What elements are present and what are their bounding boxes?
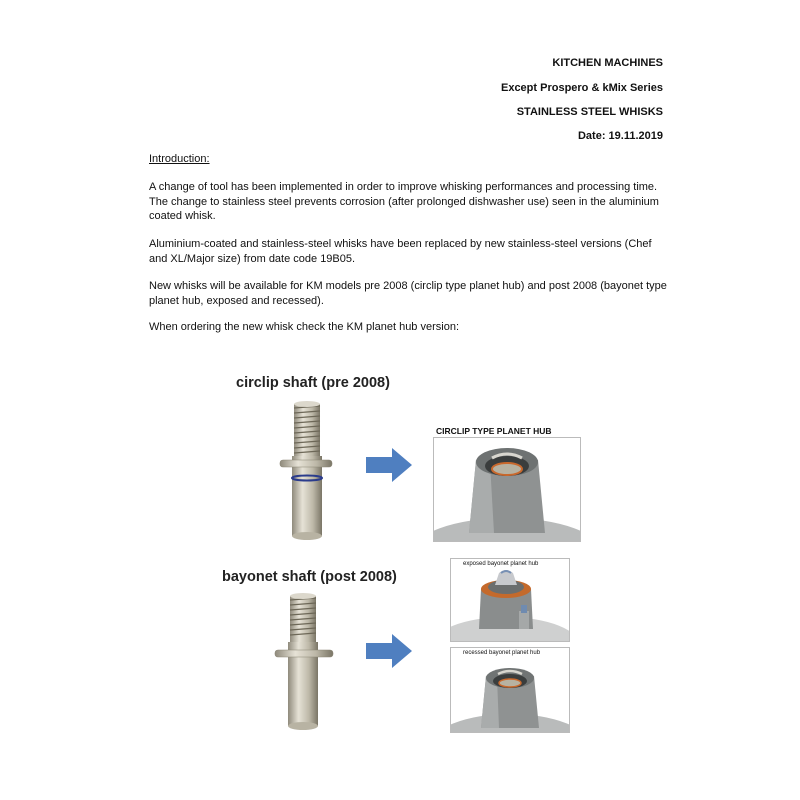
circlip-shaft-image [276,398,336,548]
bayonet-shaft-image [272,592,336,732]
exposed-hub-label: exposed bayonet planet hub [463,561,539,567]
circlip-hub-label: CIRCLIP TYPE PLANET HUB [436,426,552,436]
header-title: STAINLESS STEEL WHISKS [516,106,663,118]
circlip-hub-image [433,437,581,542]
circlip-shaft-title: circlip shaft (pre 2008) [236,375,390,391]
header-exception: Except Prospero & kMix Series [500,82,663,94]
intro-paragraph-2: Aluminium-coated and stainless-steel whisks have been replaced by new stainless-steel versions (Chef and XL/Major size) from date code 19B05. [149,238,652,265]
introduction-heading: Introduction: [149,153,210,165]
recessed-bayonet-hub-image [450,647,570,733]
bayonet-shaft-title: bayonet shaft (post 2008) [222,569,397,585]
intro-paragraph-1: A change of tool has been implemented in order to improve whisking performances and processing time. The change to stainless steel prevents corrosion (after prolonged dishwasher use) seen in the aluminium coated whisk. [149,181,659,222]
intro-paragraph-4: When ordering the new whisk check the KM planet hub version: [149,321,459,333]
right-arrow-icon [366,634,412,668]
header-kitchen-machines: KITCHEN MACHINES [552,57,663,69]
exposed-bayonet-hub-image [450,558,570,642]
header-date: Date: 19.11.2019 [577,130,663,142]
right-arrow-icon [366,448,412,482]
recessed-hub-label: recessed bayonet planet hub [463,650,541,656]
intro-paragraph-3: New whisks will be available for KM models pre 2008 (circlip type planet hub) and post 2008 (bayonet type planet hub, exposed and recessed). [149,280,667,307]
